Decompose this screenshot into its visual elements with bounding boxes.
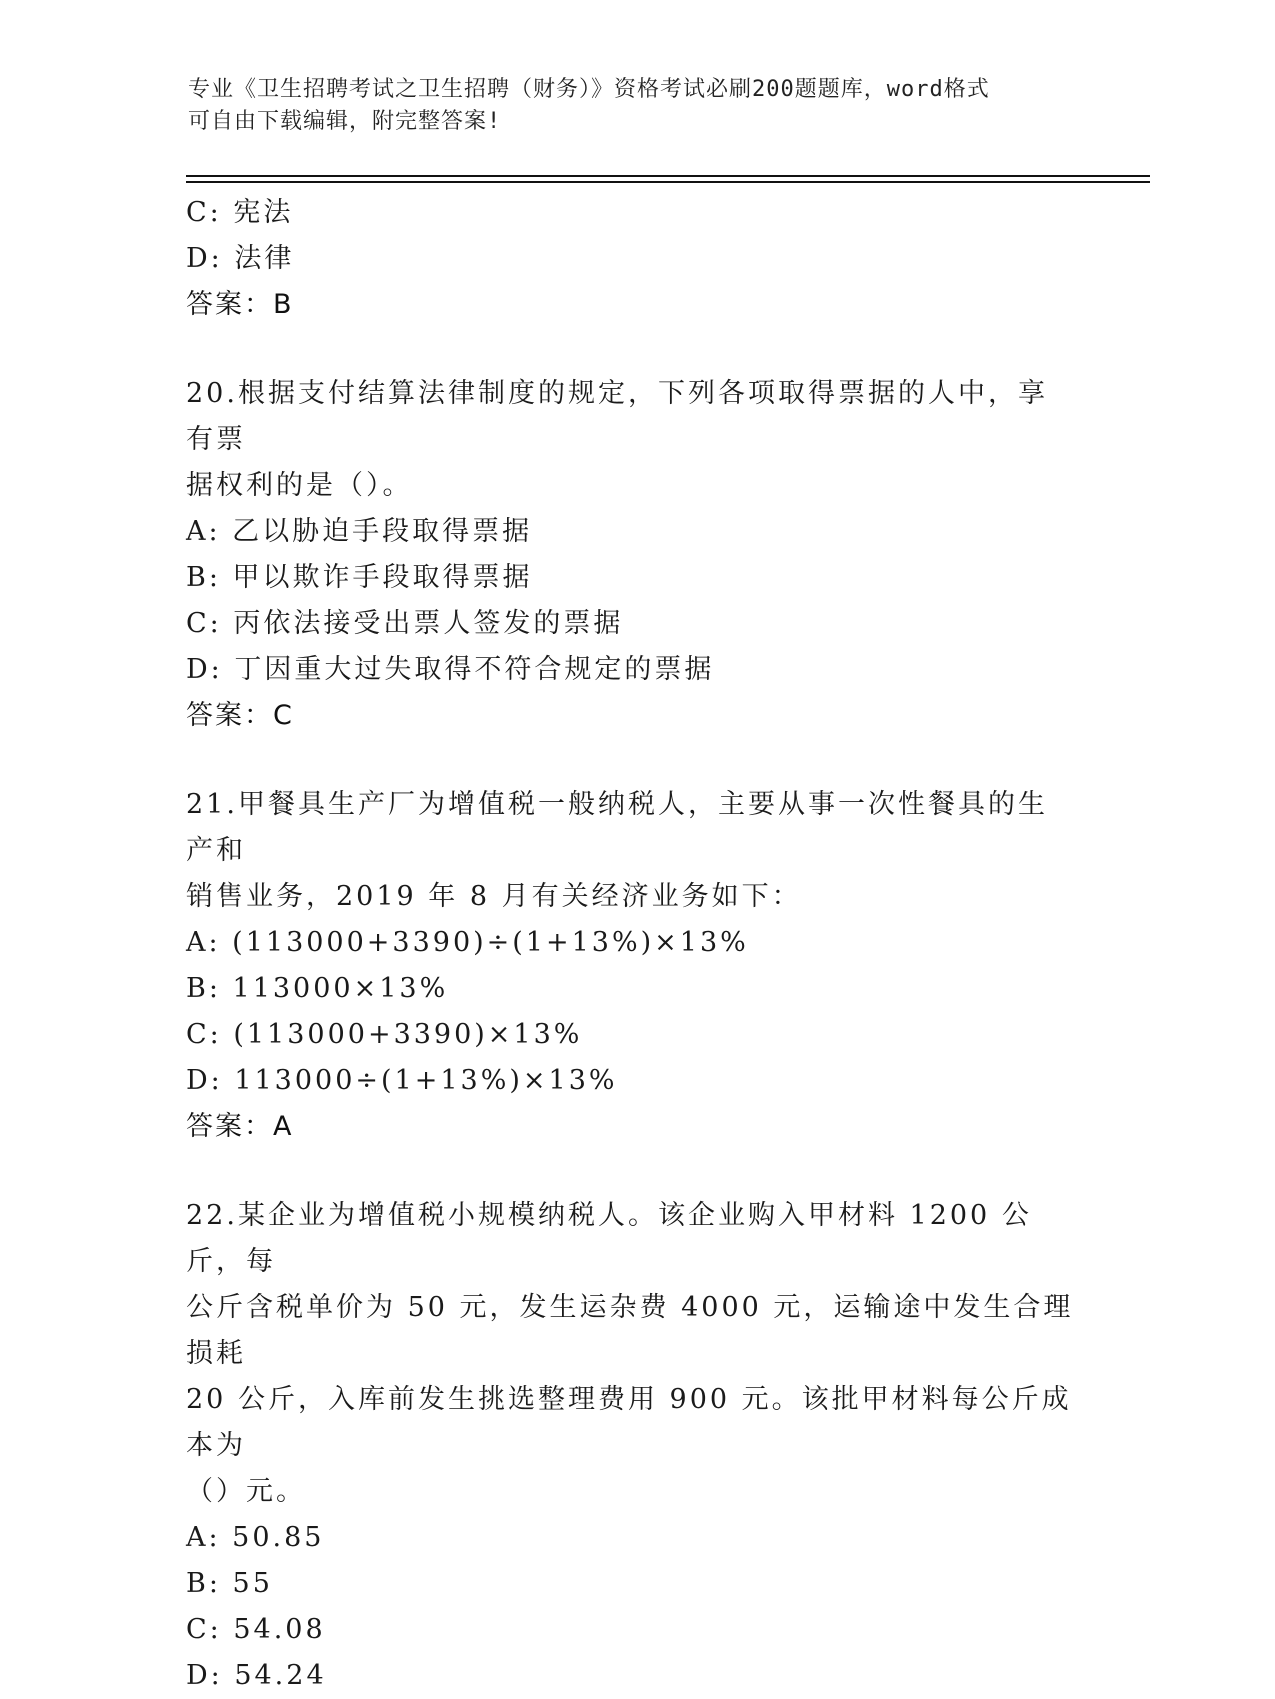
q20-option-a: A: 乙以胁迫手段取得票据 <box>186 516 533 547</box>
header-divider-bottom <box>186 181 1150 183</box>
document-header <box>188 74 1088 138</box>
q21-stem-line-2: 销售业务，2019 年 8 月有关经济业务如下： <box>186 881 802 912</box>
question-19-tail <box>186 190 1076 328</box>
header-title-line-1: 专业《卫生招聘考试之卫生招聘（财务）》资格考试必刷200题题库，word格式 <box>188 77 990 102</box>
spacer <box>186 328 1076 371</box>
q22-option-d: D: 54.24 <box>186 1660 327 1691</box>
q19-answer: 答案：B <box>186 289 294 320</box>
question-21 <box>186 782 1076 1150</box>
spacer <box>186 1150 1076 1193</box>
header-title-line-2: 可自由下载编辑，附完整答案! <box>188 109 502 134</box>
q21-option-c: C: (113000+3390)×13% <box>186 1019 583 1050</box>
spacer <box>186 739 1076 782</box>
q22-stem-line-4: （）元。 <box>186 1476 306 1507</box>
q21-stem-line-1: 21.甲餐具生产厂为增值税一般纳税人，主要从事一次性餐具的生产和 <box>186 789 1048 866</box>
question-22 <box>186 1193 1076 1699</box>
question-20 <box>186 371 1076 739</box>
q22-option-c: C: 54.08 <box>186 1614 326 1645</box>
q22-stem-line-1: 22.某企业为增值税小规模纳税人。该企业购入甲材料 1200 公斤，每 <box>186 1200 1032 1277</box>
q21-option-b: B: 113000×13% <box>186 973 449 1004</box>
q19-option-d: D: 法律 <box>186 243 295 274</box>
q21-answer: 答案：A <box>186 1111 294 1142</box>
question-list <box>186 190 1076 1699</box>
q21-option-a: A: (113000+3390)÷(1+13%)×13% <box>186 927 749 958</box>
q20-answer: 答案：C <box>186 700 294 731</box>
q20-stem-line-1: 20.根据支付结算法律制度的规定，下列各项取得票据的人中，享有票 <box>186 378 1048 455</box>
q22-stem-line-2: 公斤含税单价为 50 元，发生运杂费 4000 元，运输途中发生合理损耗 <box>186 1292 1074 1369</box>
header-divider-top <box>186 175 1150 177</box>
q20-option-d: D: 丁因重大过失取得不符合规定的票据 <box>186 654 715 685</box>
q22-option-a: A: 50.85 <box>186 1522 325 1553</box>
q22-option-b: B: 55 <box>186 1568 273 1599</box>
q20-stem-line-2: 据权利的是（）。 <box>186 470 413 501</box>
q19-option-c: C: 宪法 <box>186 197 294 228</box>
q20-option-b: B: 甲以欺诈手段取得票据 <box>186 562 533 593</box>
q22-stem-line-3: 20 公斤，入库前发生挑选整理费用 900 元。该批甲材料每公斤成本为 <box>186 1384 1072 1461</box>
q20-option-c: C: 丙依法接受出票人签发的票据 <box>186 608 624 639</box>
q21-option-d: D: 113000÷(1+13%)×13% <box>186 1065 618 1096</box>
